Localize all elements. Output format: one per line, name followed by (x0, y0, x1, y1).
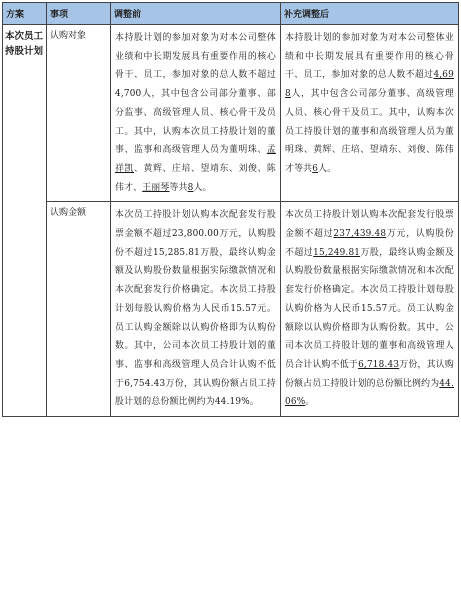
underlined-text: 孟祥凯 (115, 145, 276, 174)
header-before: 调整前 (111, 3, 281, 25)
text-run: 。 (305, 397, 315, 408)
table-row (3, 25, 459, 202)
plan-name-cell: 本次员工持股计划 (3, 25, 47, 417)
after-cell-amount (281, 202, 459, 417)
header-after: 补充调整后 (281, 3, 459, 25)
text-run: 万份，其认购份额占员工持股计划的总份额比例约为 (285, 359, 455, 389)
underlined-text: 6 (312, 163, 319, 174)
text-run: 人。 (318, 163, 337, 174)
underlined-text: 237,439.48 (333, 229, 387, 240)
underlined-text: 4,698 (285, 70, 454, 100)
text-run: 本次员工持股计划认购本次配套发行股票金额不超过23,800.00万元，认购股份不超过15,285.81万股，最终认购金额及认购股份数量根据实际缴款情况和本次配套发行价格确定。本次员工持股计划每股认购价格为人民币15.57元。员工认购金额除以认购价格即为认购份数。其中，公司本次员工持股计划的董事、监事和高级管理人员合计认购不低于6,754.43万份，其认购份额占员工持股计划的总份额比例约为44.19%。 (115, 210, 276, 408)
text-run: 本持股计划的参加对象为对本公司整体业绩和中长期发展具有重要作用的核心骨干、员工，参加对象的总人数不超过4,700人，其中包含公司部分董事、部分监事、高级管理人员、核心骨干及员工。其中，认购本次员工持股计划的董事、监事和高级管理人员为董明珠、 (115, 33, 276, 156)
underlined-text: 15,249.81 (313, 247, 361, 258)
text-run: 、黄辉、庄培、望靖东、刘俊、陈伟才、 (115, 163, 277, 193)
underlined-text: 8 (187, 182, 194, 193)
table-row (3, 202, 459, 417)
text-run: 万元，认购股份不超过 (285, 229, 454, 258)
text-run: 万股，最终认购金额及认购股份数量根据实际缴款情况和本次配套发行价格确定。本次员工持股计划每股认购价格为人民币15.57元。员工认购金额除以认购价格即为认购份数。其中，公司本次员工持股计划的董事和高级管理人员合计认购不低于 (285, 247, 455, 370)
text-run: 本持股计划的参加对象为对本公司整体业绩和中长期发展具有重要作用的核心骨干、员工，参加对象的总人数不超过 (285, 33, 454, 81)
text-run: 等共 (169, 182, 188, 193)
item-cell-amount: 认购金额 (47, 202, 111, 417)
text-run: 人。 (193, 182, 212, 193)
underlined-text: 王丽琴 (142, 182, 170, 193)
header-plan: 方案 (3, 3, 47, 25)
text-run: 人，其中包含公司部分董事、高级管理人员、核心骨干及员工。其中，认购本次员工持股计划的董事和高级管理人员为董明珠、黄辉、庄培、望靖东、刘俊、陈伟才等共 (285, 89, 454, 174)
text-run: 本次员工持股计划认购本次配套发行股票金额不超过 (285, 210, 454, 240)
before-cell-amount (111, 202, 281, 417)
header-item: 事项 (47, 3, 111, 25)
item-cell-subscribers: 认购对象 (47, 25, 111, 202)
after-cell-subscribers (281, 25, 459, 202)
comparison-table (2, 2, 459, 417)
before-cell-subscribers (111, 25, 281, 202)
underlined-text: 6,718.43 (358, 359, 400, 370)
underlined-text: 44.06% (285, 378, 454, 408)
header-row (3, 3, 459, 25)
